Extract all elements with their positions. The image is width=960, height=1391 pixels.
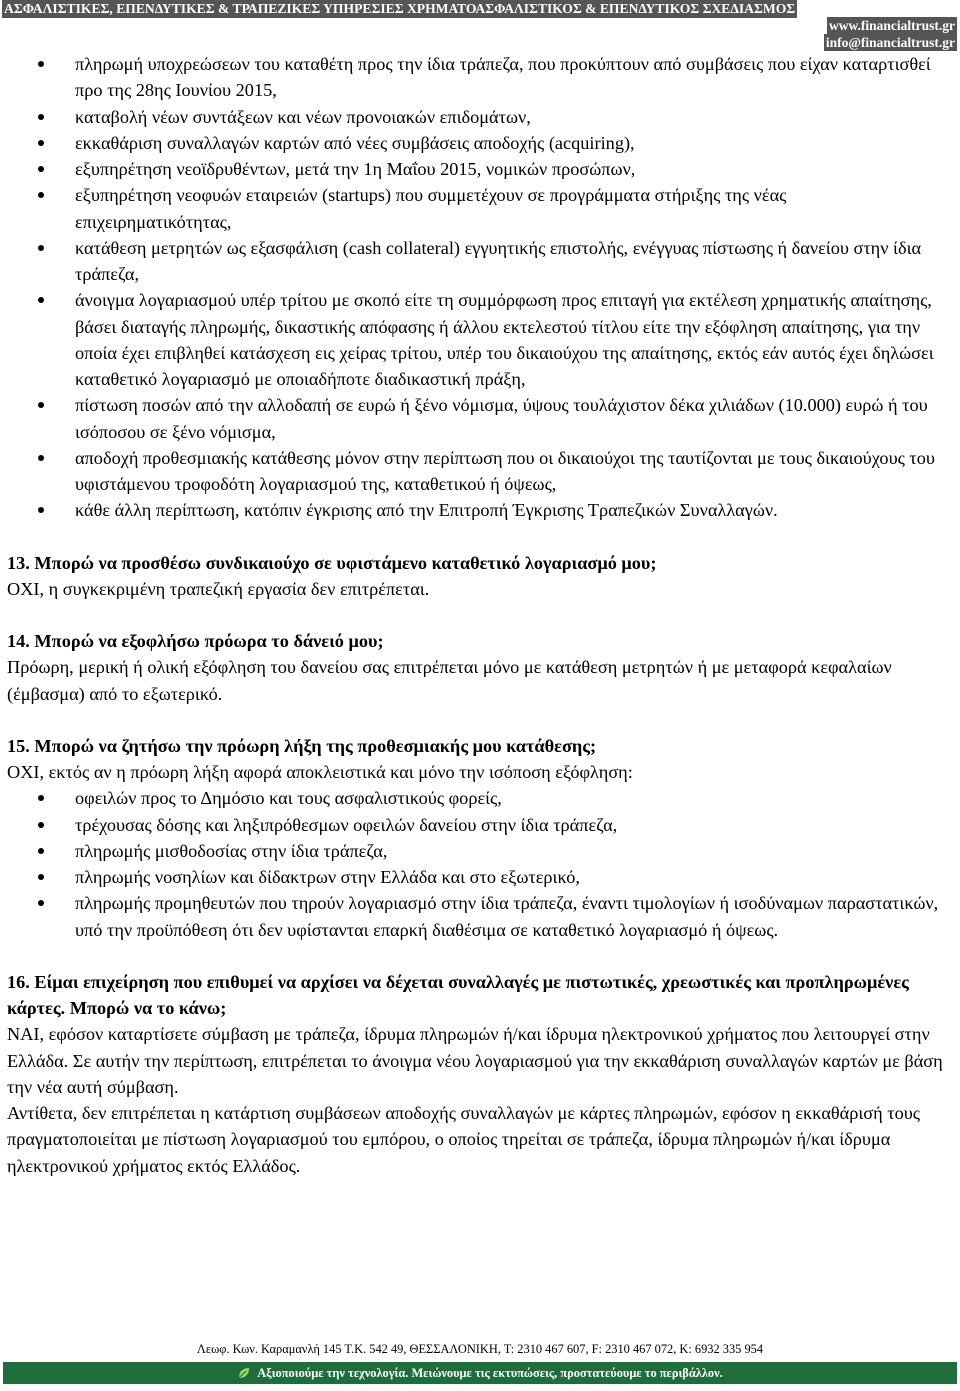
bullet-icon	[38, 795, 44, 801]
list-item: πληρωμής προμηθευτών που τηρούν λογαριασμό στην ίδια τράπεζα, έναντι τιμολογίων ή ισοδύναμων παραστατικών, υπό την προϋπόθεση ότι δεν υφίστανται επαρκή διαθέσιμα σε καταθετικό λογαριασμό ή όψεως.	[0, 890, 960, 943]
faq-14-answer: Πρόωρη, μερική ή ολική εξόφληση του δανείου σας επιτρέπεται μόνο με κατάθεση μετρητών ή με μεταφορά κεφαλαίων (έμβασμα) από το εξωτερικό.	[7, 657, 892, 704]
bullet-icon	[38, 874, 44, 880]
faq-16	[0, 969, 960, 1179]
bullet-icon	[38, 166, 44, 172]
exceptions-list	[0, 51, 960, 524]
header-website-link[interactable]: www.financialtrust.gr	[829, 18, 955, 33]
list-item: άνοιγμα λογαριασμού υπέρ τρίτου με σκοπό είτε τη συμμόρφωση προς επιταγή για εκτέλεση χρηματικής απαίτησης, βάσει διαταγής πληρωμής, δικαστικής απόφασης ή άλλου εκτελεστού τίτλου είτε την εξόφληση απαίτησης, για την οποία έχει επιβληθεί κατάσχεση εις χείρας τρίτου, υπέρ του δικαιούχου της απαίτησης, εκτός εάν αυτός έχει δηλώσει καταθετικό λογαριασμό με οποιαδήποτε διαδικαστική πράξη,	[0, 287, 960, 392]
bullet-icon	[38, 507, 44, 513]
list-item: πληρωμής μισθοδοσίας στην ίδια τράπεζα,	[0, 838, 960, 864]
faq-13-answer: ΟΧΙ, η συγκεκριμένη τραπεζική εργασία δεν επιτρέπεται.	[7, 578, 430, 599]
list-item: εξυπηρέτηση νεοφυών εταιρειών (startups) που συμμετέχουν σε προγράμματα στήριξης της νέας επιχειρηματικότητας,	[0, 182, 960, 235]
faq-16-answer-p2: Αντίθετα, δεν επιτρέπεται η κατάρτιση συμβάσεων αποδοχής συναλλαγών με κάρτες πληρωμών, εφόσον η εκκαθάρισή τους πραγματοποιείται με πίστωση λογαριασμού του εμπόρου, ο οποίος τηρείται σε τράπεζα, ίδρυμα πληρωμών ή/και ίδρυμα ηλεκτρονικού χρήματος εκτός Ελλάδος.	[7, 1103, 921, 1176]
header-contact	[824, 17, 957, 51]
list-item: εξυπηρέτηση νεοϊδρυθέντων, μετά την 1η Μαΐου 2015, νομικών προσώπων,	[0, 156, 960, 182]
faq-15-question: 15. Μπορώ να ζητήσω την πρόωρη λήξη της προθεσμιακής μου κατάθεσης;	[7, 735, 597, 756]
faq-16-question: 16. Είμαι επιχείρηση που επιθυμεί να αρχίσει να δέχεται συναλλαγές με πιστωτικές, χρεωστικές και προπληρωμένες κάρτες. Μπορώ να το κάνω;	[7, 971, 909, 1018]
header-title: ΑΣΦΑΛΙΣΤΙΚΕΣ, ΕΠΕΝΔΥΤΙΚΕΣ & ΤΡΑΠΕΖΙΚΕΣ ΥΠΗΡΕΣΙΕΣ ΧΡΗΜΑΤΟΑΣΦΑΛΙΣΤΙΚΟΣ & ΕΠΕΝΔΥΤΙΚΟΣ ΣΧΕΔΙΑΣΜΟΣ	[4, 1, 796, 16]
list-item: καταβολή νέων συντάξεων και νέων προνοιακών επιδομάτων,	[0, 104, 960, 130]
faq-15	[0, 733, 960, 786]
bullet-icon	[38, 245, 44, 251]
list-item: πληρωμή υποχρεώσεων του καταθέτη προς την ίδια τράπεζα, που προκύπτουν από συμβάσεις που είχαν καταρτισθεί προ της 28ης Ιουνίου 2015,	[0, 51, 960, 104]
bullet-icon	[38, 455, 44, 461]
header-email-link[interactable]: info@financialtrust.gr	[825, 35, 955, 50]
document-body	[0, 51, 960, 1179]
list-item: αποδοχή προθεσμιακής κατάθεσης μόνον στην περίπτωση που οι δικαιούχοι της ταυτίζονται με τους δικαιούχους του υφιστάμενου τροφοδότη λογαριασμού της, καταθετικού ή όψεως,	[0, 445, 960, 498]
bullet-icon	[38, 822, 44, 828]
page-footer	[0, 1340, 960, 1384]
bullet-icon	[38, 402, 44, 408]
faq-16-answer-p1: ΝΑΙ, εφόσον καταρτίσετε σύμβαση με τράπεζα, ίδρυμα πληρωμών ή/και ίδρυμα ηλεκτρονικού χρήματος που λειτουργεί στην Ελλάδα. Σε αυτήν την περίπτωση, επιτρέπεται το άνοιγμα νέου λογαριασμού για την εκκαθάριση συναλλαγών καρτών με βάση την νέα αυτή σύμβαση.	[7, 1024, 943, 1097]
bullet-icon	[38, 848, 44, 854]
faq-15-answer: ΟΧΙ, εκτός αν η πρόωρη λήξη αφορά αποκλειστικά και μόνο την ισόποση εξόφληση:	[7, 762, 633, 782]
faq-14	[0, 628, 960, 707]
list-item: εκκαθάριση συναλλαγών καρτών από νέες συμβάσεις αποδοχής (acquiring),	[0, 130, 960, 156]
list-item: πίστωση ποσών από την αλλοδαπή σε ευρώ ή ξένο νόμισμα, ύψους τουλάχιστον δέκα χιλιάδων (10.000) ευρώ ή του ισόποσου σε ξένο νόμισμα,	[0, 392, 960, 445]
footer-eco-banner	[3, 1362, 957, 1384]
faq-14-question: 14. Μπορώ να εξοφλήσω πρόωρα το δάνειό μου;	[7, 631, 384, 651]
faq-13-question: 13. Μπορώ να προσθέσω συνδικαιούχο σε υφιστάμενο καταθετικό λογαριασμό μου;	[7, 552, 657, 573]
bullet-icon	[38, 297, 44, 303]
bullet-icon	[38, 114, 44, 120]
list-item: τρέχουσας δόσης και ληξιπρόθεσμων οφειλών δανείου στην ίδια τράπεζα,	[0, 812, 960, 838]
list-item: οφειλών προς το Δημόσιο και τους ασφαλιστικούς φορείς,	[0, 785, 960, 811]
faq-15-list	[0, 785, 960, 943]
faq-13	[0, 550, 960, 603]
list-item: κάθε άλλη περίπτωση, κατόπιν έγκρισης από την Επιτροπή Έγκρισης Τραπεζικών Συναλλαγών.	[0, 497, 960, 523]
bullet-icon	[38, 192, 44, 198]
footer-banner-text: Αξιοποιούμε την τεχνολογία. Μειώνουμε τις εκτυπώσεις, προστατεύουμε το περιβάλλον.	[257, 1366, 723, 1380]
list-item: πληρωμής νοσηλίων και δίδακτρων στην Ελλάδα και στο εξωτερικό,	[0, 864, 960, 890]
footer-address: Λεωφ. Κων. Καραμανλή 145 Τ.Κ. 542 49, ΘΕΣΣΑΛΟΝΙΚΗ, Τ: 2310 467 607, F: 2310 467 072, Κ: 6932 335 954	[196, 1342, 764, 1356]
leaf-icon	[237, 1366, 251, 1380]
bullet-icon	[38, 140, 44, 146]
bullet-icon	[38, 900, 44, 906]
page-header	[0, 0, 960, 52]
list-item: κατάθεση μετρητών ως εξασφάλιση (cash collateral) εγγυητικής επιστολής, ενέγγυας πίστωσης ή δανείου στην ίδια τράπεζα,	[0, 235, 960, 288]
bullet-icon	[38, 61, 44, 67]
